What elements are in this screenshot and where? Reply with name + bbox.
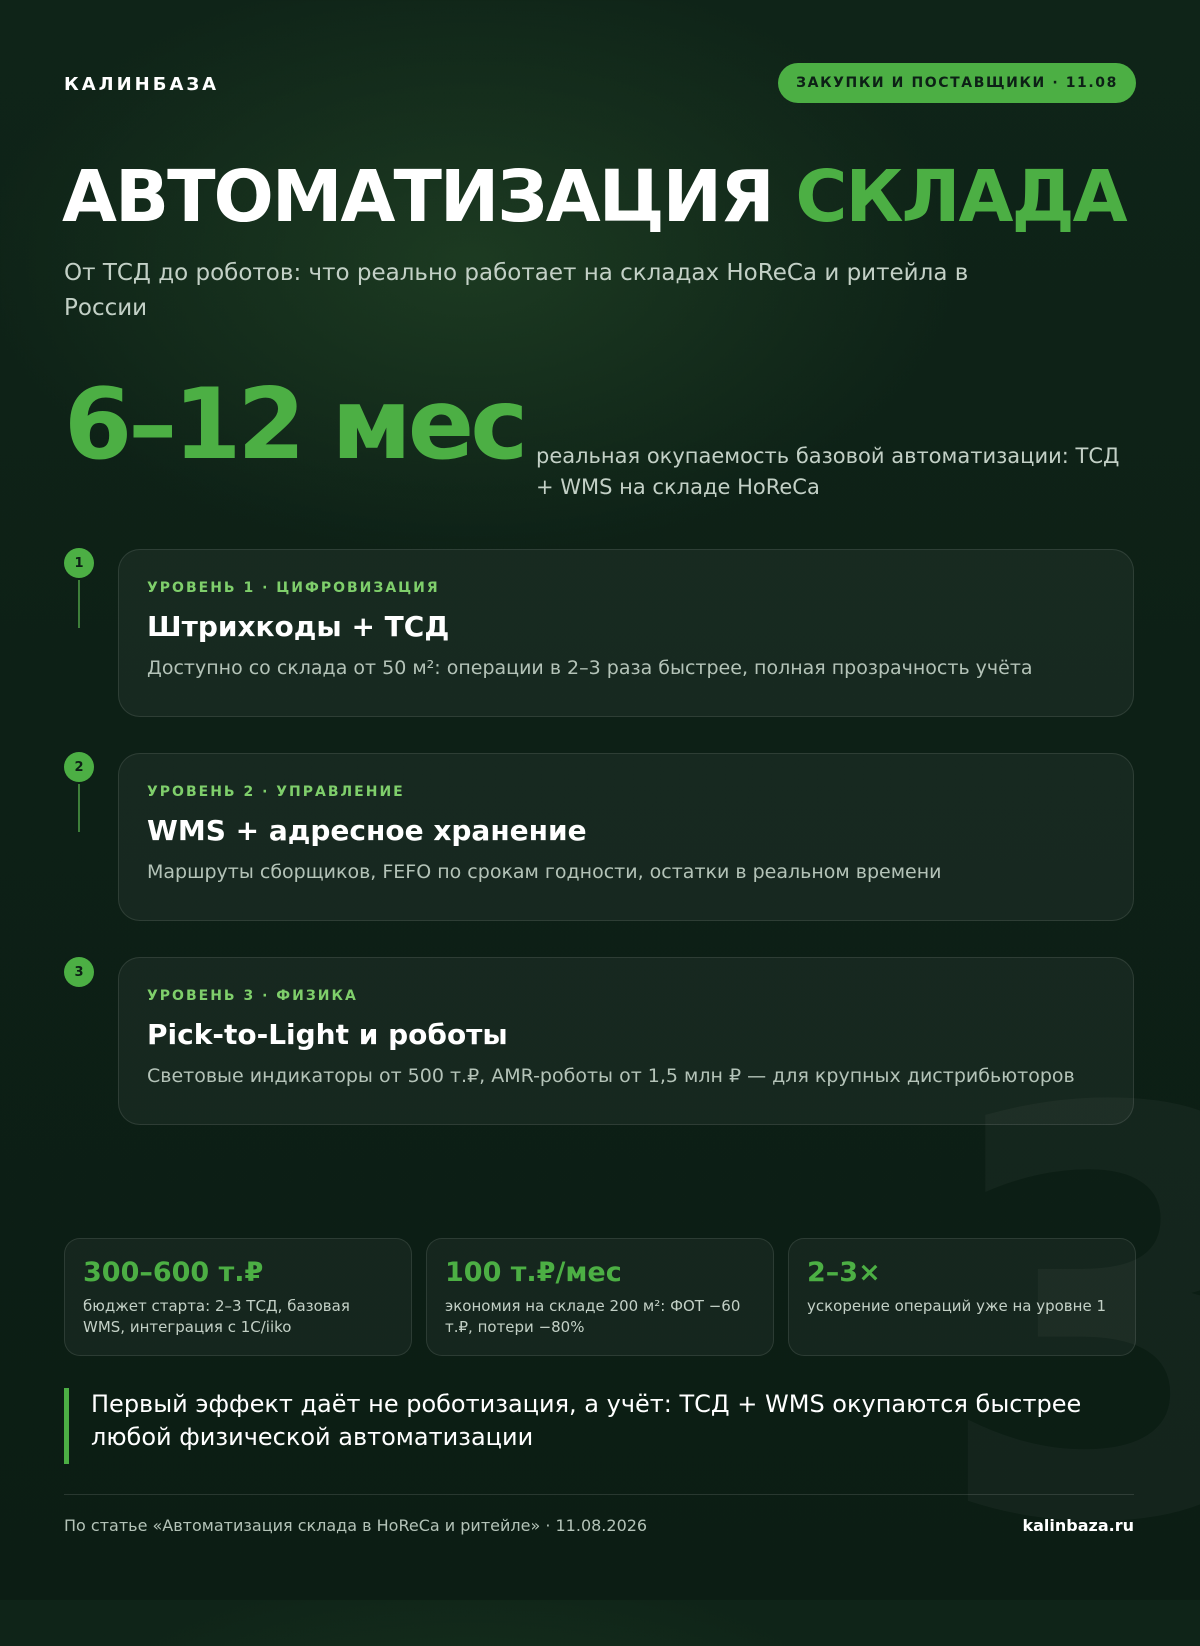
- key-takeaway-quote: Первый эффект даёт не роботизация, а учёт: ТСД + WMS окупаются быстрее любой физической автоматизации: [64, 1388, 1134, 1464]
- stat-savings: [426, 1238, 774, 1356]
- level-1-kicker: УРОВЕНЬ 1 · ЦИФРОВИЗАЦИЯ: [147, 580, 440, 596]
- level-1-description: Доступно со склада от 50 м²: операции в 2–3 раза быстрее, полная прозрачность учёта: [147, 657, 1033, 679]
- stat-speedup-description: ускорение операций уже на уровне 1: [807, 1297, 1106, 1315]
- category-date-badge: ЗАКУПКИ И ПОСТАВЩИКИ · 11.08: [778, 63, 1136, 103]
- stat-budget-value: 300–600 т.₽: [83, 1257, 264, 1288]
- level-2-title: WMS + адресное хранение: [147, 814, 587, 847]
- level-3-title: Pick-to-Light и роботы: [147, 1018, 508, 1051]
- level-3-description: Световые индикаторы от 500 т.₽, AMR-роботы от 1,5 млн ₽ — для крупных дистрибьюторов: [147, 1065, 1075, 1087]
- level-1-marker: 1: [64, 548, 94, 578]
- level-3-kicker: УРОВЕНЬ 3 · ФИЗИКА: [147, 988, 358, 1004]
- level-2-marker: 2: [64, 752, 94, 782]
- footer-divider: [64, 1494, 1134, 1495]
- stat-savings-description: экономия на складе 200 м²: ФОТ −60 т.₽, потери −80%: [445, 1297, 741, 1336]
- title-main: АВТОМАТИЗАЦИЯ: [62, 155, 773, 238]
- stat-savings-value: 100 т.₽/мес: [445, 1257, 622, 1288]
- level-1-card: [118, 549, 1134, 717]
- level-1-connector: [78, 580, 80, 628]
- level-2-kicker: УРОВЕНЬ 2 · УПРАВЛЕНИЕ: [147, 784, 405, 800]
- page-title: [62, 155, 1126, 238]
- stat-speedup: [788, 1238, 1136, 1356]
- level-2-connector: [78, 784, 80, 832]
- payback-value: 6–12 мес: [64, 368, 525, 482]
- brand-logo: КАЛИНБАЗА: [64, 74, 220, 95]
- level-2-card: [118, 753, 1134, 921]
- title-accent: СКЛАДА: [795, 155, 1126, 238]
- stat-budget-description: бюджет старта: 2–3 ТСД, базовая WMS, интеграция с 1С/iiko: [83, 1297, 350, 1336]
- level-3-card: [118, 957, 1134, 1125]
- level-1-title: Штрихкоды + ТСД: [147, 610, 450, 643]
- payback-caption: реальная окупаемость базовой автоматизации: ТСД + WMS на складе HoReCa: [536, 444, 1120, 499]
- page-subtitle: От ТСД до роботов: что реально работает на складах HoReCa и ритейла в России: [64, 260, 969, 321]
- stat-budget: [64, 1238, 412, 1356]
- footer-site-link[interactable]: kalinbaza.ru: [1022, 1516, 1134, 1535]
- level-2-description: Маршруты сборщиков, FEFO по срокам годности, остатки в реальном времени: [147, 861, 942, 883]
- level-3-marker: 3: [64, 957, 94, 987]
- footer-source: По статье «Автоматизация склада в HoReCa и ритейле» · 11.08.2026: [64, 1516, 648, 1535]
- stat-speedup-value: 2–3×: [807, 1257, 881, 1288]
